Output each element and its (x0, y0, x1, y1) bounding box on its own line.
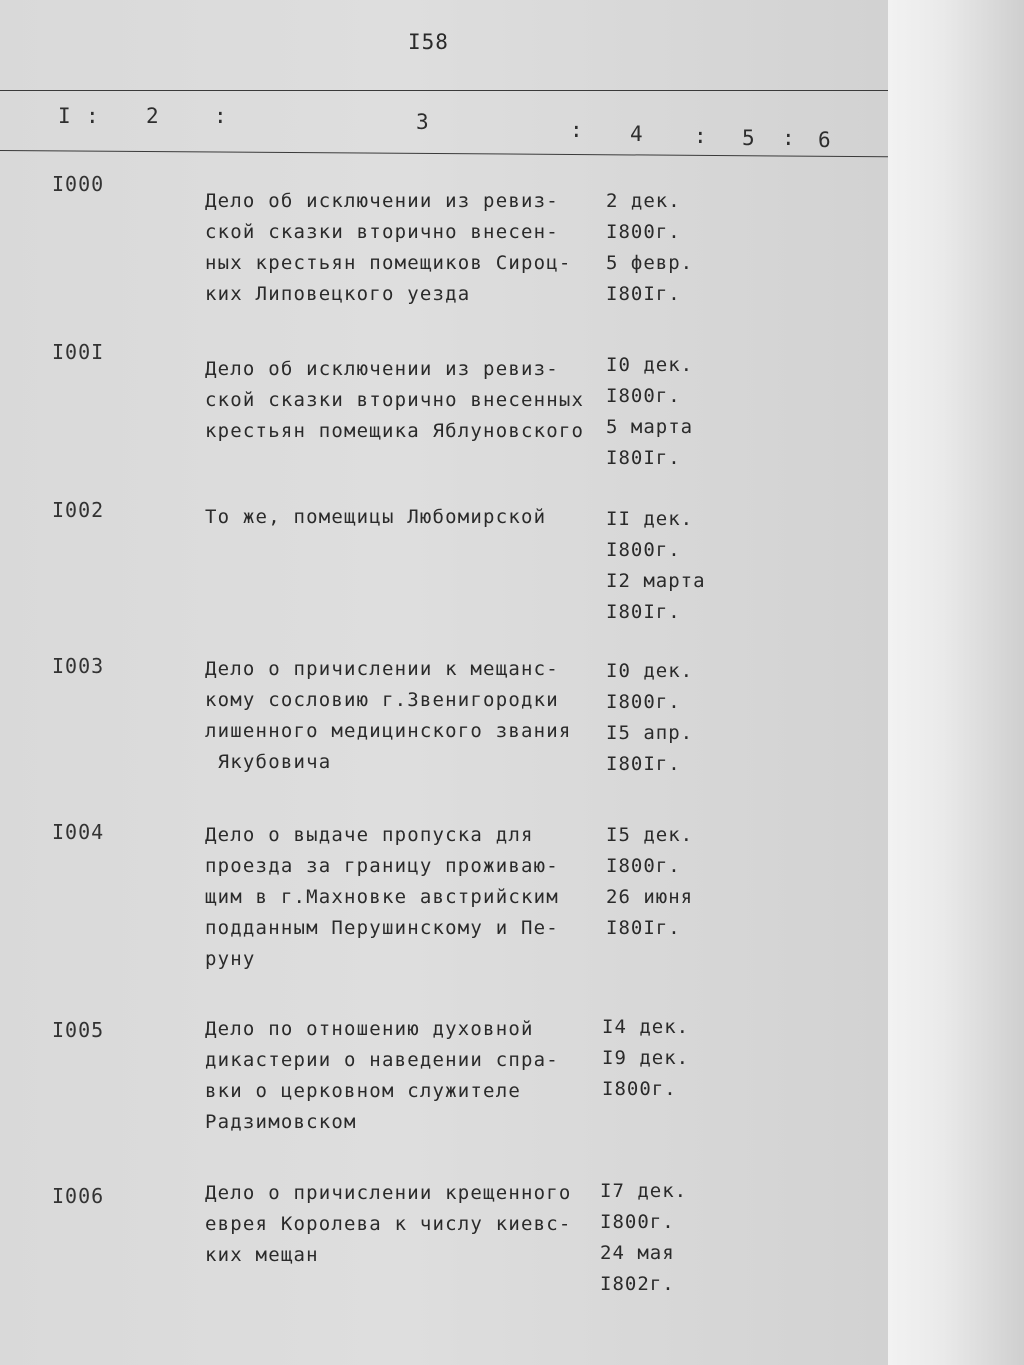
page-number: I58 (408, 30, 449, 54)
description-line: руну (205, 948, 256, 970)
date-line: I80Iг. (606, 283, 681, 305)
description-line: Дело о выдаче пропуска для (205, 824, 534, 846)
date-line: 2 дек. (606, 190, 681, 212)
date-line: 24 мая (600, 1242, 675, 1264)
description-line: ской сказки вторично внесен- (205, 221, 559, 243)
case-dates (602, 1012, 689, 1105)
page-edge (888, 0, 1024, 1365)
column-separator: : (86, 104, 99, 128)
date-line: I80Iг. (606, 753, 681, 775)
date-line: I80Iг. (606, 447, 681, 469)
date-line: I5 дек. (606, 824, 694, 846)
column-separator: : (214, 104, 227, 128)
date-line: I0 дек. (606, 354, 694, 376)
date-line: I800г. (606, 385, 681, 407)
description-line: То же, помещицы Любомирской (205, 506, 547, 528)
description-line: Радзимовском (205, 1111, 357, 1133)
description-line: подданным Перушинскому и Пе- (205, 917, 559, 939)
case-description (205, 354, 584, 447)
description-line: Дело по отношению духовной (205, 1018, 534, 1040)
case-number: I004 (52, 820, 105, 844)
date-line: 26 июня (606, 886, 694, 908)
header-rule-top (0, 90, 888, 91)
case-number: I000 (52, 172, 105, 196)
description-line: проезда за границу проживаю- (205, 855, 559, 877)
column-header-2: 2 (146, 104, 159, 128)
date-line: I80Iг. (606, 917, 681, 939)
date-line: I800г. (606, 539, 681, 561)
case-description (205, 1178, 572, 1271)
case-description (205, 186, 572, 310)
column-separator: : (694, 124, 707, 148)
case-dates (600, 1176, 687, 1300)
description-line: Якубовича (205, 751, 332, 773)
case-description (205, 820, 559, 975)
description-line: крестьян помещика Яблуновского (205, 420, 585, 442)
column-separator: : (570, 118, 583, 142)
description-line: вки о церковном служителе (205, 1080, 521, 1102)
description-line: ких Липовецкого уезда (205, 283, 471, 305)
description-line: Дело об исключении из ревиз- (205, 358, 559, 380)
description-line: лишенного медицинского звания (205, 720, 572, 742)
case-number: I00I (52, 340, 105, 364)
case-dates (606, 656, 693, 780)
date-line: I800г. (600, 1211, 675, 1233)
date-line: I800г. (606, 221, 681, 243)
case-dates (606, 820, 693, 944)
date-line: I800г. (606, 691, 681, 713)
date-line: 5 марта (606, 416, 694, 438)
date-line: I2 марта (606, 570, 706, 592)
case-number: I005 (52, 1018, 105, 1042)
description-line: дикастерии о наведении спра- (205, 1049, 559, 1071)
column-header-row (0, 104, 888, 152)
date-line: 5 февр. (606, 252, 694, 274)
date-line: I7 дек. (600, 1180, 688, 1202)
case-description (205, 654, 572, 778)
case-description (205, 502, 546, 533)
description-line: кому сословию г.Звенигородки (205, 689, 559, 711)
description-line: еврея Королева к числу киевс- (205, 1213, 572, 1235)
date-line: I4 дек. (602, 1016, 690, 1038)
description-line: ных крестьян помещиков Сироц- (205, 252, 572, 274)
column-header-6: 6 (818, 128, 831, 152)
case-dates (606, 504, 706, 628)
case-number: I002 (52, 498, 105, 522)
description-line: Дело о причислении крещенного (205, 1182, 572, 1204)
case-dates (606, 350, 693, 474)
date-line: I0 дек. (606, 660, 694, 682)
date-line: I9 дек. (602, 1047, 690, 1069)
date-line: I800г. (606, 855, 681, 877)
column-header-3: 3 (416, 110, 429, 134)
column-header-1: I (58, 104, 71, 128)
column-header-4: 4 (630, 122, 643, 146)
description-line: Дело об исключении из ревиз- (205, 190, 559, 212)
case-number: I006 (52, 1184, 105, 1208)
case-dates (606, 186, 693, 310)
column-header-5: 5 (742, 126, 755, 150)
description-line: ких мещан (205, 1244, 319, 1266)
description-line: Дело о причислении к мещанс- (205, 658, 559, 680)
case-number: I003 (52, 654, 105, 678)
date-line: II дек. (606, 508, 694, 530)
description-line: ской сказки вторично внесенных (205, 389, 585, 411)
date-line: I802г. (600, 1273, 675, 1295)
date-line: I80Iг. (606, 601, 681, 623)
date-line: I800г. (602, 1078, 677, 1100)
case-description (205, 1014, 559, 1138)
date-line: I5 апр. (606, 722, 694, 744)
description-line: щим в г.Махновке австрийским (205, 886, 559, 908)
column-separator: : (782, 126, 795, 150)
